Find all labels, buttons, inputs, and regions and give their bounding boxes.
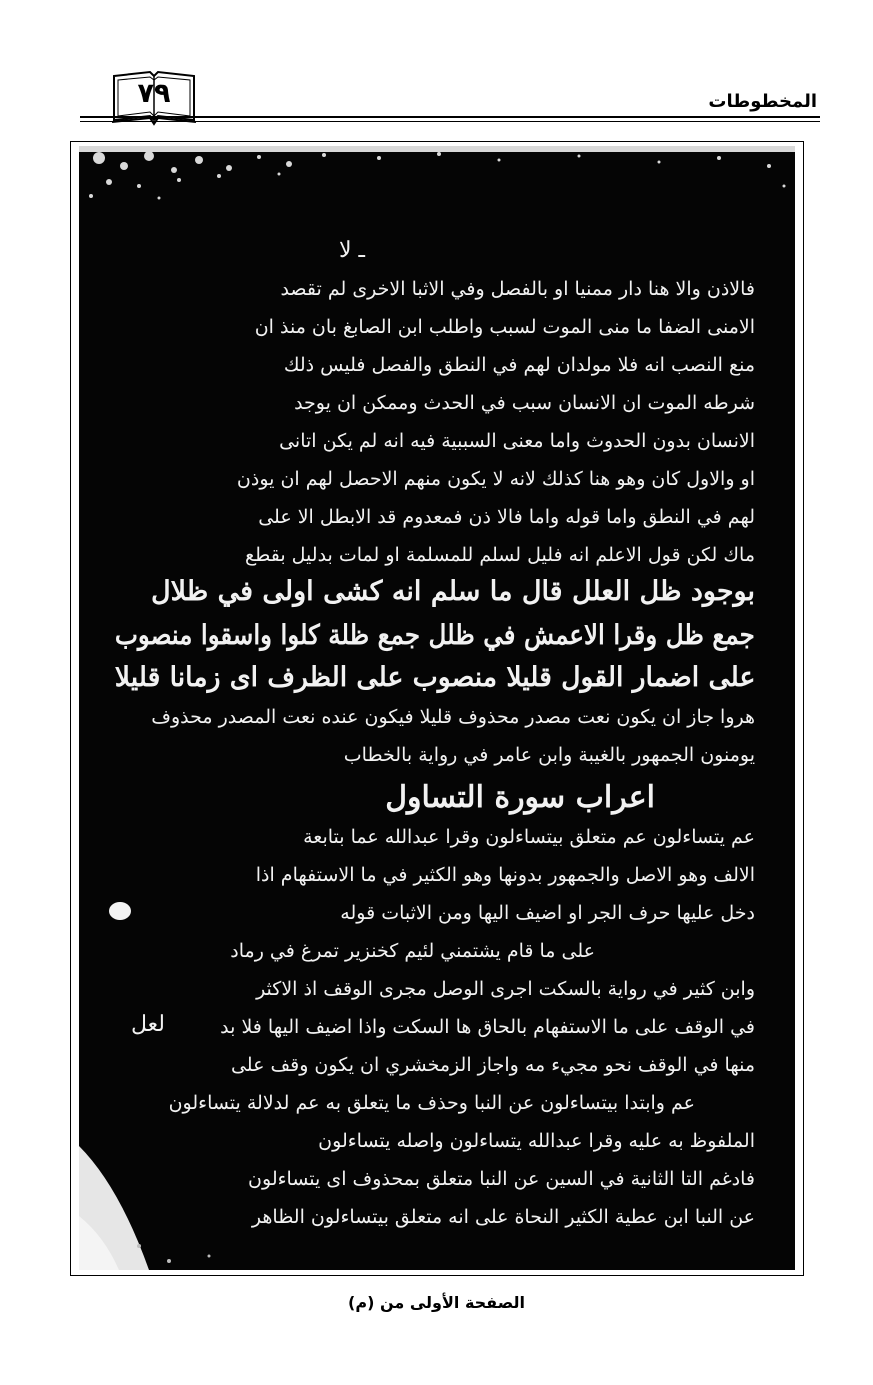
header-rule-thin <box>80 121 820 122</box>
page-number-badge <box>110 66 198 128</box>
running-header-title: المخطوطات <box>708 91 817 112</box>
manuscript-line: لهم في النطق واما قوله واما فالا ذن فمعدوم قد الابطل الا على <box>258 506 755 528</box>
header-rule <box>80 116 820 118</box>
manuscript-line: دخل عليها حرف الجر او اضيف اليها ومن الاثبات قوله <box>340 902 755 924</box>
manuscript-top-mark: ـ لا <box>339 238 365 263</box>
manuscript-photo <box>79 146 795 1270</box>
manuscript-line: عم وابتدا بيتساءلون عن النبا وحذف ما يتعلق به عم لدلالة يتساءلون <box>168 1092 695 1114</box>
manuscript-verse-line: على ما قام يشتمني لئيم كخنزير تمرغ في رماد <box>230 940 595 962</box>
manuscript-line: فالاذن والا هنا دار ممنيا او بالفصل وفي الاثبا الاخرى لم تقصد <box>280 278 755 300</box>
manuscript-line: منع النصب انه فلا مولدان لهم في النطق والفصل فليس ذلك <box>283 354 755 376</box>
page-header <box>0 0 873 135</box>
manuscript-line: يومنون الجمهور بالغيبة وابن عامر في رواية بالخطاب <box>343 744 755 766</box>
manuscript-line: الانسان بدون الحدوث واما معنى السببية فيه انه لم يكن اتانى <box>279 430 755 452</box>
manuscript-line: فادغم التا الثانية في السين عن النبا متعلق بمحذوف اى يتساءلون <box>248 1168 755 1190</box>
figure-caption: الصفحة الأولى من (م) <box>348 1293 525 1312</box>
page-number: ٧٩ <box>137 78 171 109</box>
manuscript-line: ماك لكن قول الاعلم انه فليل لسلم للمسلمة او لمات بدليل بقطع <box>245 544 755 566</box>
manuscript-line: عم يتساءلون عم متعلق بيتساءلون وقرا عبدالله عما بتابعة <box>303 826 755 848</box>
manuscript-line: في الوقف على ما الاستفهام بالحاق ها السكت واذا اضيف اليها فلا بد <box>220 1016 755 1038</box>
margin-note: لعل <box>131 1012 165 1037</box>
manuscript-line: على اضمار القول قليلا منصوب على الظرف اى زمانا قليلا <box>114 662 755 693</box>
manuscript-line: جمع ظل وقرا الاعمش في ظلل جمع ظلة كلوا واسقوا منصوب <box>115 620 755 651</box>
manuscript-line: بوجود ظل العلل قال ما سلم انه كشى اولى في ظلال <box>150 576 755 607</box>
manuscript-line: الامنى الضفا ما منى الموت لسبب واطلب ابن الصابغ بان منذ ان <box>254 316 755 338</box>
manuscript-line: منها في الوقف نحو مجيء مه واجاز الزمخشري ان يكون وقف على <box>230 1054 755 1076</box>
manuscript-surah-heading: اعراب سورة التساول <box>385 780 655 815</box>
manuscript-text <box>79 146 795 1270</box>
manuscript-line: شرطه الموت ان الانسان سبب في الحدث وممكن ان يوجد <box>294 392 755 414</box>
manuscript-line: او والاول كان وهو هنا كذلك لانه لا يكون منهم الاحصل لهم ان يوذن <box>236 468 755 490</box>
manuscript-line: الملفوظ به عليه وقرا عبدالله يتساءلون واصله يتساءلون <box>318 1130 755 1152</box>
manuscript-line: وابن كثير في رواية بالسكت اجرى الوصل مجرى الوقف اذ الاكثر <box>256 978 755 1000</box>
manuscript-line: هروا جاز ان يكون نعت مصدر محذوف قليلا فيكون عنده نعت المصدر محذوف <box>151 706 755 728</box>
ink-blot <box>109 902 131 920</box>
manuscript-line: الالف وهو الاصل والجمهور بدونها وهو الكثير في ما الاستفهام اذا <box>255 864 755 886</box>
manuscript-frame <box>70 141 804 1276</box>
manuscript-line: عن النبا ابن عطية الكثير النحاة على انه متعلق بيتساءلون الظاهر <box>251 1206 755 1228</box>
